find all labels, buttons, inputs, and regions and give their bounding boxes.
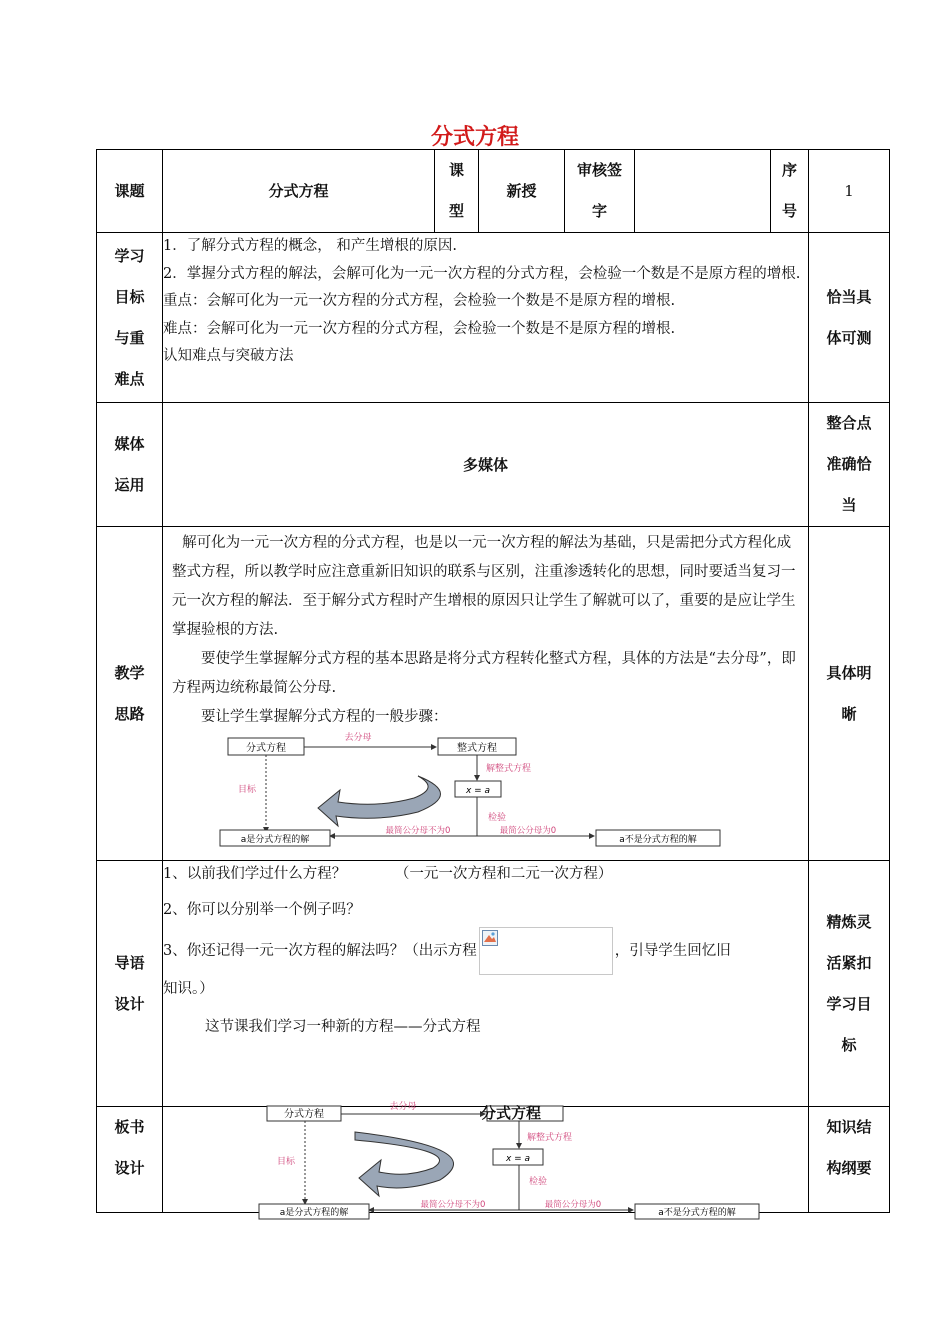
board-curved-arrow (355, 1132, 454, 1196)
objectives-label-4: 难点 (114, 369, 145, 388)
header-row (97, 150, 890, 233)
header-type-label-1: 课 (448, 161, 464, 179)
objective-line: 难点：会解可化为一元一次方程的分式方程，会检验一个数是不是原方程的增根. (163, 320, 676, 337)
header-review-label-2: 字 (591, 202, 607, 220)
thinking-paragraph-2: 要使学生掌握解分式方程的基本思路是将分式方程转化整式方程，具体的方法是“去分母”，即方程两边统称最简公分母. (172, 651, 796, 696)
guide-remark-3: 学习目 (826, 994, 872, 1013)
header-seq-label-2: 号 (781, 202, 797, 220)
equation-image-placeholder (479, 927, 613, 975)
guide-question-3-text: 3、你还记得一元一次方程的解法吗？（出示方程 (163, 943, 477, 959)
flow-box-is-solution-label: a是分式方程的解 (240, 835, 310, 845)
media-row (97, 403, 890, 527)
header-topic-value: 分式方程 (163, 150, 435, 233)
thinking-paragraph-1: 解可化为一元一次方程的分式方程，也是以一元一次方程的解法为基础，只是需把分式方程化成整式方程，所以教学时应注意重新旧知识的联系与区别，注重渗透转化的思想，同时要适当复习一元一次方程的解法．至于解分式方程时产生增根的原因只让学生了解就可以了，重要的是应让学生掌握验根的方法. (172, 535, 796, 638)
board-label-nonzero: 最简公分母不为0 (420, 1200, 486, 1210)
guide-content (163, 861, 809, 1107)
board-remark (809, 1107, 890, 1213)
objectives-remark-2: 体可测 (826, 328, 872, 347)
board-box-is-solution-label: a是分式方程的解 (279, 1208, 349, 1218)
objective-line: 1．了解分式方程的概念， 和产生增根的原因. (163, 238, 457, 254)
header-seq-label (771, 150, 809, 233)
flow-box-not-solution-label: a不是分式方程的解 (619, 835, 697, 845)
thinking-label-1: 教学 (114, 663, 145, 682)
board-label-zero: 最简公分母为0 (544, 1200, 602, 1210)
media-remark (809, 403, 890, 527)
media-label (97, 403, 163, 527)
guide-question-2: 2、你可以分别举一个例子吗？ (163, 902, 361, 918)
flow-label-solve: 解整式方程 (486, 764, 532, 774)
board-label-2: 设计 (114, 1159, 145, 1177)
header-type-value: 新授 (479, 150, 565, 233)
board-label-remove-denominator: 去分母 (389, 1102, 417, 1112)
guide-row (97, 861, 890, 1107)
objectives-row (97, 233, 890, 403)
flow-box-integral-label: 整式方程 (457, 743, 497, 754)
guide-question-1-answer: （一元一次方程和二元一次方程） (394, 866, 613, 882)
flow-label-zero: 最简公分母为0 (499, 826, 557, 836)
media-remark-3: 当 (841, 496, 857, 514)
objectives-label-2: 目标 (114, 287, 145, 306)
objectives-label-1: 学习 (114, 246, 145, 265)
guide-question-1-text: 1、以前我们学过什么方程？ (163, 866, 347, 882)
objectives-remark-1: 恰当具 (826, 287, 872, 306)
board-label-check: 检验 (529, 1177, 548, 1187)
objective-line: 认知难点与突破方法 (163, 348, 294, 364)
solving-steps-flowchart (218, 732, 778, 856)
guide-remark-1: 精炼灵 (826, 912, 872, 931)
objective-line: 2．掌握分式方程的解法，会解可化为一元一次方程的分式方程，会检验一个数是不是原方程的增根. (163, 265, 801, 282)
objectives-label (97, 233, 163, 403)
flow-label-target: 目标 (238, 785, 257, 795)
flow-label-nonzero: 最简公分母不为0 (385, 826, 451, 836)
media-label-1: 媒体 (114, 434, 145, 453)
board-heading: 分式方程 (480, 1104, 542, 1122)
board-box-x-label: x = a (505, 1154, 531, 1164)
guide-question-3-end: 知识。） (163, 981, 214, 997)
header-type-label (435, 150, 479, 233)
header-review-value (635, 150, 771, 233)
board-flowchart (255, 1100, 765, 1224)
thinking-content (163, 527, 809, 861)
guide-remark-4: 标 (841, 1035, 857, 1054)
board-box-fraction-label: 分式方程 (284, 1109, 324, 1120)
lesson-plan-table (96, 149, 890, 1213)
flow-box-x-label: x = a (465, 786, 491, 796)
media-content: 多媒体 (163, 403, 809, 527)
page-title: 分式方程 (430, 125, 519, 150)
media-label-2: 运用 (114, 475, 145, 494)
header-topic-label: 课题 (97, 150, 163, 233)
guide-label (97, 861, 163, 1107)
header-review-label-1: 审核签 (576, 161, 622, 179)
objectives-content (163, 233, 809, 403)
thinking-remark-2: 晰 (841, 704, 857, 723)
flow-label-check: 检验 (488, 813, 507, 823)
guide-label-1: 导语 (114, 953, 145, 972)
thinking-label-2: 思路 (114, 704, 145, 723)
flow-curved-arrow (318, 776, 441, 826)
board-remark-2: 构纲要 (826, 1159, 872, 1177)
objectives-label-3: 与重 (114, 328, 145, 347)
media-remark-1: 整合点 (826, 414, 872, 432)
broken-image-icon (482, 930, 498, 946)
board-label-target: 目标 (277, 1157, 296, 1167)
flow-label-remove-denominator: 去分母 (344, 733, 372, 743)
media-remark-2: 准确恰 (826, 455, 872, 473)
board-box-not-solution-label: a不是分式方程的解 (658, 1208, 736, 1218)
board-label-1: 板书 (114, 1118, 145, 1136)
thinking-remark (809, 527, 890, 861)
guide-intro: 这节课我们学习一种新的方程——分式方程 (205, 1019, 481, 1035)
thinking-remark-1: 具体明 (826, 663, 872, 682)
board-label-solve: 解整式方程 (527, 1133, 573, 1143)
header-review-label (565, 150, 635, 233)
thinking-label (97, 527, 163, 861)
flow-box-fraction-label: 分式方程 (246, 743, 286, 754)
board-label (97, 1107, 163, 1213)
guide-remark (809, 861, 890, 1107)
guide-question-3 (163, 927, 808, 975)
guide-remark-2: 活紧扣 (826, 953, 872, 972)
objectives-remark (809, 233, 890, 403)
header-type-label-2: 型 (448, 202, 464, 220)
objective-line: 重点：会解可化为一元一次方程的分式方程，会检验一个数是不是原方程的增根. (163, 293, 676, 309)
header-seq-label-1: 序 (781, 161, 797, 179)
header-seq-value: 1 (809, 150, 890, 233)
guide-label-2: 设计 (114, 994, 145, 1013)
thinking-row (97, 527, 890, 861)
thinking-paragraph-3: 要让学生掌握解分式方程的一般步骤： (201, 709, 448, 725)
board-remark-1: 知识结 (826, 1118, 872, 1136)
guide-question-3-continued: ，引导学生回忆旧 (614, 943, 731, 959)
guide-question-1 (163, 861, 808, 887)
